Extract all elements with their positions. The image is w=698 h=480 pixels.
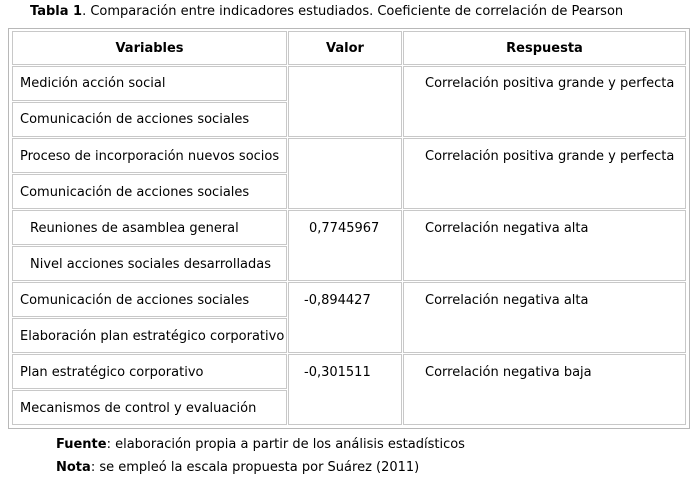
header-variables-label: Variables (115, 40, 184, 56)
nota-text: : se empleó la escala propuesta por Suárez (2011) (90, 460, 420, 475)
variable-text: Comunicación de acciones sociales (20, 112, 250, 127)
variable-text: Proceso de incorporación nuevos socios (20, 149, 280, 164)
variable-text: Medición acción social (20, 76, 166, 91)
header-respuesta-label: Respuesta (506, 40, 583, 56)
variable-text: Reuniones de asamblea general (30, 221, 239, 236)
table-cell (288, 138, 402, 209)
nota-label: Nota (56, 460, 91, 475)
variable-text: Plan estratégico corporativo (20, 365, 204, 380)
respuesta-text: Correlación positiva grande y perfecta (425, 76, 675, 91)
header-variables (12, 31, 287, 65)
valor-text: 0,7745967 (309, 221, 380, 236)
caption-label: Tabla 1 (30, 4, 83, 19)
fuente-label: Fuente (56, 437, 107, 452)
variable-text: Comunicación de acciones sociales (20, 185, 250, 200)
respuesta-text: Correlación negativa alta (425, 293, 589, 308)
header-respuesta (403, 31, 686, 65)
respuesta-text: Correlación positiva grande y perfecta (425, 149, 675, 164)
variable-text: Elaboración plan estratégico corporativo (20, 329, 285, 344)
caption-text: . Comparación entre indicadores estudiados. Coeficiente de correlación de Pearson (82, 4, 624, 19)
footer-fuente (56, 437, 465, 452)
footer-nota (56, 460, 419, 475)
table-caption (30, 4, 623, 19)
variable-text: Mecanismos de control y evaluación (20, 401, 257, 416)
fuente-text: : elaboración propia a partir de los análisis estadísticos (106, 437, 465, 452)
table-cell (288, 66, 402, 137)
valor-text: -0,301511 (304, 365, 371, 380)
header-valor-label: Valor (326, 40, 364, 56)
respuesta-text: Correlación negativa baja (425, 365, 592, 380)
variable-text: Comunicación de acciones sociales (20, 293, 250, 308)
valor-text: -0,894427 (304, 293, 371, 308)
variable-text: Nivel acciones sociales desarrolladas (30, 257, 272, 272)
header-valor (288, 31, 402, 65)
respuesta-text: Correlación negativa alta (425, 221, 589, 236)
